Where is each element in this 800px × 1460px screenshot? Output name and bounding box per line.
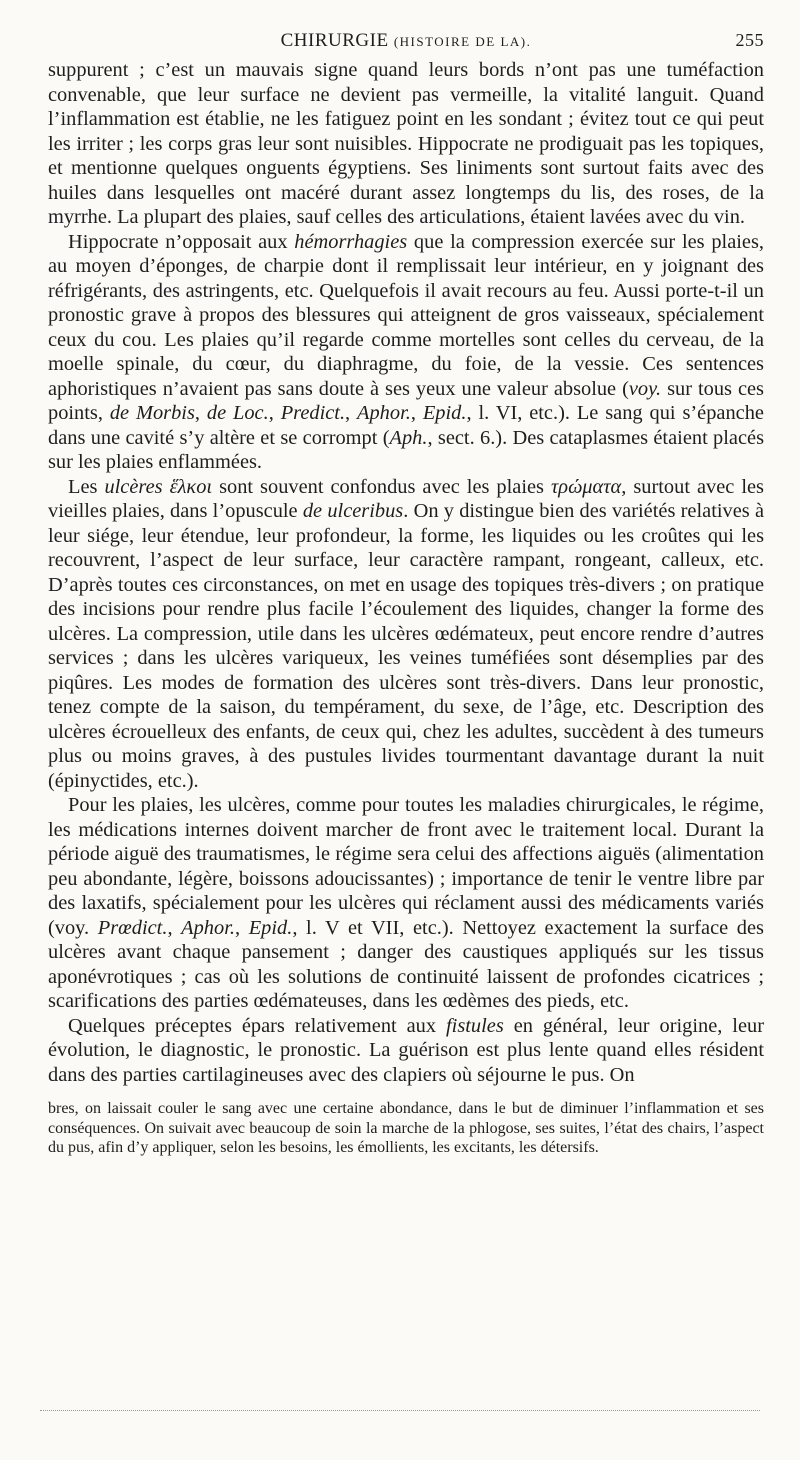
italic-run: Epid. <box>422 402 467 424</box>
body-text <box>48 58 764 1087</box>
title-sub: (HISTOIRE DE LA). <box>393 34 532 49</box>
text-run: , l. VI, etc.). Le sang qui s’épanche dans une cavité s’y altère et se corrompt ( <box>48 402 764 449</box>
italic-run: Aphor. <box>357 402 411 424</box>
text-run: suppurent ; c’est un mauvais signe quand leurs bords n’ont pas une tuméfaction convenable, que leur surface ne devient pas vermeille, la vitalité languit. Quand l’inflammation est établie, ne les fatiguez point en les sondant ; évitez tout ce qui peut les irriter ; les corps gras leur sont nuisibles. Hippocrate ne prodiguait pas les topiques, et mentionne quelques onguents égyptiens. Ses liniments sont surtout faits avec des huiles dans lesquelles ont macéré durant assez longtemps du lis, des roses, de la myrrhe. La plupart des plaies, sauf celles des articulations, étaient lavées avec du vin. <box>48 59 764 228</box>
text-run: que la compression exercée sur les plaies, au moyen d’éponges, de charpie dont il remplissait leur intérieur, en y joignant des réfrigérants, des astringents, etc. Quelquefois il avait recours au feu. Aussi porte-t-il un pronostic grave à propos des blessures qui atteignent de gros vaisseaux, spécialement ceux du cou. Les plaies qu’il regarde comme mortelles sont celles du cerveau, de la moelle spinale, du cœur, du diaphragme, du foie, de la vessie. Ces sentences aphoristiques n’avaient pas sans doute à ses yeux une valeur absolue ( <box>48 230 764 400</box>
text-run: Quelques préceptes épars relativement aux <box>68 1014 446 1037</box>
text-run: , <box>268 402 281 424</box>
bottom-rule <box>40 1410 760 1411</box>
text-run: sont souvent confondus avec les plaies <box>212 475 551 498</box>
italic-run: Epid. <box>248 916 293 939</box>
title-main: CHIRURGIE <box>280 30 389 51</box>
italic-run: hémorrhagies <box>294 230 408 253</box>
text-run: Hippocrate n’opposait aux <box>68 230 295 253</box>
italic-run: de Morbis <box>109 402 195 424</box>
paragraph <box>48 58 764 230</box>
italic-run: Aph. <box>389 426 428 449</box>
paragraph <box>48 475 764 794</box>
paragraph <box>48 230 764 475</box>
text-run: Les <box>68 475 105 498</box>
text-run: , <box>410 402 423 424</box>
text-run: sur tous ces points, <box>48 377 764 424</box>
text-run: , <box>234 916 249 939</box>
text-run: , surtout avec les vieilles plaies, dans l’opuscule <box>48 475 764 522</box>
paragraph <box>48 793 764 1014</box>
paragraph <box>48 1014 764 1088</box>
footnote-text: bres, on laissait couler le sang avec une certaine abondance, dans le but de diminuer l’inflammation et ses conséquences. On suivait avec beaucoup de soin la marche de la phlogose, ses suites, l’état des chairs, l’aspect du pus, afin d’y appliquer, selon les besoins, les émollients, les excitants, les détersifs. <box>48 1100 764 1157</box>
page-number: 255 <box>735 30 764 50</box>
italic-run: de ulceribus <box>302 500 404 522</box>
italic-run: Prœdict. <box>97 916 168 939</box>
italic-run: voy. <box>628 377 662 400</box>
italic-run: Predict. <box>280 402 346 424</box>
text-run <box>163 476 170 498</box>
text-run: , l. V et VII, etc.). Nettoyez exactement la surface des ulcères avant chaque pansement ; danger des caustiques appliqués sur les tissus aponévrotiques ; cas où les solutions de continuité laissent de profondes cicatrices ; scarifications des parties œdémateuses, dans les œdèmes des pieds, etc. <box>48 916 764 1012</box>
text-run: en général, leur origine, leur évolution, le diagnostic, le pronostic. La guérison est plus lente quand elles résident dans des parties cartilagineuses avec des clapiers où séjourne le pus. On <box>48 1014 764 1086</box>
text-run: , <box>167 916 182 939</box>
text-run: Pour les plaies, les ulcères, comme pour toutes les maladies chirurgicales, le régime, les médications internes doivent marcher de front avec le traitement local. Durant la période aiguë des traumatismes, le régime sera celui des affections aiguës (alimentation peu abondante, légère, boissons adoucissantes) ; importance de tenir le ventre libre par des laxatifs, spécialement pour les ulcères qui réclament aussi des médicaments variés (voy. <box>48 794 764 939</box>
page <box>48 24 764 1158</box>
text-run: , <box>345 402 358 424</box>
italic-run: ulcères <box>104 475 163 498</box>
footnote <box>48 1099 764 1158</box>
italic-run: τρώματα <box>550 475 622 498</box>
italic-run: de Loc. <box>206 402 269 424</box>
italic-run: ἕλκοι <box>169 475 213 498</box>
italic-run: Aphor. <box>181 916 235 939</box>
text-run: , <box>194 402 207 424</box>
italic-run: fistules <box>445 1014 504 1037</box>
text-run: , sect. 6.). Des cataplasmes étaient placés sur les plaies enflammées. <box>48 426 764 473</box>
running-header <box>48 24 764 58</box>
text-run: . On y distingue bien des variétés relatives à leur siége, leur étendue, leur profondeur, la forme, les liquides ou les croûtes qui les recouvrent, l’aspect de leur surface, leur caractère rampant, rongeant, calleux, etc. D’après toutes ces circonstances, on met en usage des topiques très-divers ; on pratique des incisions pour rendre plus facile l’écoulement des liquides, changer la forme des ulcères. La compression, utile dans les ulcères œdémateux, peut encore rendre d’autres services ; dans les ulcères variqueux, les veines tuméfiées sont désemplies par des piqûres. Les modes de formation des ulcères sont très-divers. Dans leur pronostic, tenez compte de la saison, du tempérament, du sexe, de l’âge, etc. Description des ulcères écrouelleux des enfants, de ceux qui, chez les adultes, succèdent à des tumeurs plus ou moins graves, à des pustules livides tourmentant davantage durant la nuit (épinyctides, etc.). <box>48 500 764 792</box>
running-title <box>48 30 764 52</box>
